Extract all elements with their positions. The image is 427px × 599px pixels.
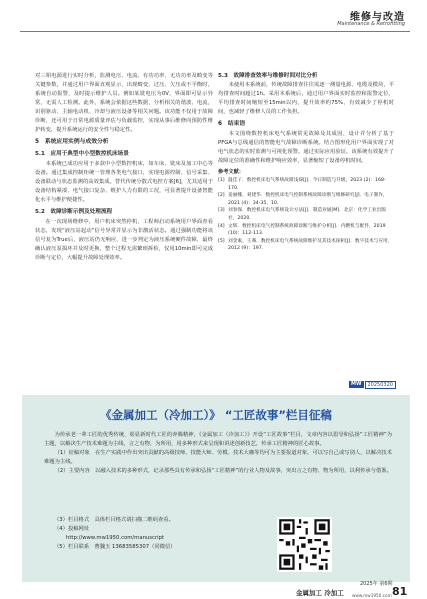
footer-url: www.mw1950.com — [352, 593, 392, 598]
reference-item: [4] 文辉．数控机床电气控制系统故障诊断与维护分析[J]．内燃机与配件，2019 (10)：112-113. — [218, 223, 386, 237]
mw-code: 20250320 — [365, 381, 396, 389]
body-paragraph: 本文围绕数控机床电气系统常见故障及其成因，设计并分析了基于PFGA与总线通信的智能电气故障诊断系统。结合图形化用户界面实现了对电气状态的实时监测与可视化预警。通过实际应用验证，该系统有效提升了故障定位的准确性和维护响应效率，显著缩短了设备停机时间。 — [218, 131, 394, 164]
notice-item-2: （2）主要内容 以融入技术的多种形式，记录那些具有传承和弘扬“工匠精神”的行业人物及故事，突出言之有物、物为所用，以利传承与借鉴。 — [54, 468, 392, 474]
page-number: 81 — [392, 585, 408, 598]
call-for-papers-box — [22, 395, 410, 582]
body-paragraph: 未使用本系统前，传统故障排查往往需逐一测量电源、电缆及模块，平均排查时间超过1h。采用本系统后，通过用户界面实时监控和报警定位，平均排查时间缩短至15min以内，提升效率约75%，有效减少了停机时间，也减轻了维修人员的工作负担。 — [218, 82, 394, 115]
notice-intro-text: 为传承老一辈工匠的优秀传统，彰显新时代工匠的奔腾精神，《金属加工（冷加工）》开设“工匠故事”栏目，文章内容以倡导和弘扬“工匠精神”为主题，以解决生产技术难题为主线，言之有物，为所用，用多种形式来呈现和讲述创新技艺，传承工匠精神的匠心故事。 — [44, 432, 392, 447]
heading-5-1: 5.1 应用于典型中小型数控机床场景 — [35, 151, 129, 157]
heading-5-3: 5.3 故障排查效率与维修时间对比分析 — [218, 73, 318, 79]
mw-tag — [349, 381, 396, 388]
notice-items — [44, 516, 274, 552]
header-rule — [20, 31, 410, 32]
reference-item: [1] 温佳子．数控机床电气系统故障浅探[J]．今日制造与升级，2023 (2)：168-170. — [218, 178, 386, 191]
footer-issue: 2025年 第6期 — [360, 581, 393, 587]
notice-title: 《金属加工（冷加工）》 “工匠故事”栏目征稿 — [100, 408, 332, 422]
body-paragraph: 本系统已成功应用于多款中小型数控机床，如车床、铣床及加工中心等设备。通过集成控制柜统一管理各类电气接口，实现电源控制、信号采集、设备联动与状态监测的高效集成。替代传统分散式电控方案[6]，尤其适用于设备结构紧凑、电气接口复杂、维护人力有限的工况，可显著提升设备智能化水平与维护便捷性。 — [35, 161, 213, 203]
mw-label: MW — [351, 381, 362, 387]
right-column — [218, 72, 394, 253]
section-subtitle: Maintenance & Retrofitting — [337, 21, 405, 27]
heading-section-5: 5 系统应用实例与成效分析 — [35, 139, 109, 145]
footer-magazine: 金属加工 冷加工 — [296, 589, 344, 597]
notice-item-3: （3）栏目格式 具体栏目格式请扫描二维码查看。 — [54, 517, 174, 523]
notice-item-5: （5）栏目联系 曹魏玉 13683585307（同微信） — [54, 544, 176, 550]
body-paragraph: 在一次现场维修中，用户机床突然停机，工程师启动系统用户界面查看状态，发现“液压站起动”信号异常并显示为非激活状态。通过强制功能将该信号复为True后，液压站仍无响应，进一步判定为液压系统硬件故障，最终确认液压泵损坏并及时更换，整个过程无需繁琐拆检，仅用10min即可完成诊断与定位，大幅提升故障处理效率。 — [35, 219, 213, 261]
reference-item: [2] 姜丽娜，刘建华．数控机床电气控制系统故障诊断与维修研究[J]．电子制作，2021 (4)：34-35，10. — [218, 193, 388, 206]
notice-item-4: （4）投稿网址 — [54, 526, 90, 532]
references-title: 参考文献： — [218, 169, 244, 175]
submission-url[interactable]: http://www.mw1950.com/manuscript — [66, 535, 165, 541]
notice-intro — [44, 431, 392, 476]
heading-section-6: 6 结束语 — [218, 121, 246, 127]
reference-item: [5] 刘金素，王骞．数控机床电气系统故障维护及其技术探析[J]．数字技术与应用，2012 (9)：197. — [218, 238, 393, 252]
section-title: 维修与改造 — [350, 12, 405, 23]
heading-5-2: 5.2 故障诊断示例及处理流程 — [35, 209, 113, 215]
left-column — [35, 72, 213, 263]
reference-item: [3] 刘春保．数控机床电气系统设计方法[J]．制造业通[M]．北京：化学工业出版社，2020. — [218, 208, 387, 221]
body-paragraph: 对三相电源进行实时分析，监测电压、电流、有功功率、无功功率及畸变等关键参数，并通过用户界面直观显示，出现畸变、过压、欠压或不平衡时，系统自动报警，及时提示维护人员。例如某铣电压为0V，界面即可显示异常，无需人工检测。此外，系统会依据这些数据，分析相关的谐波、电流，识别驱动、主轴电动机、冷却与液压设备等相关问题。该功能不仅用于故障诊断，还可用于日常电源质量评估与负载监控，实现从事后维修向预防性维护转变，提升系统运行的安全性与稳定性。 — [35, 73, 213, 133]
notice-item-1: （1）征稿对象 在生产实践中作出突出贡献的高级技师、技能大师、劳模、技术大咖等均可为主要报道对象，可以写自己或写别人，以解决技术难题为主线。 — [44, 450, 392, 465]
qr-code-icon[interactable] — [277, 517, 332, 572]
